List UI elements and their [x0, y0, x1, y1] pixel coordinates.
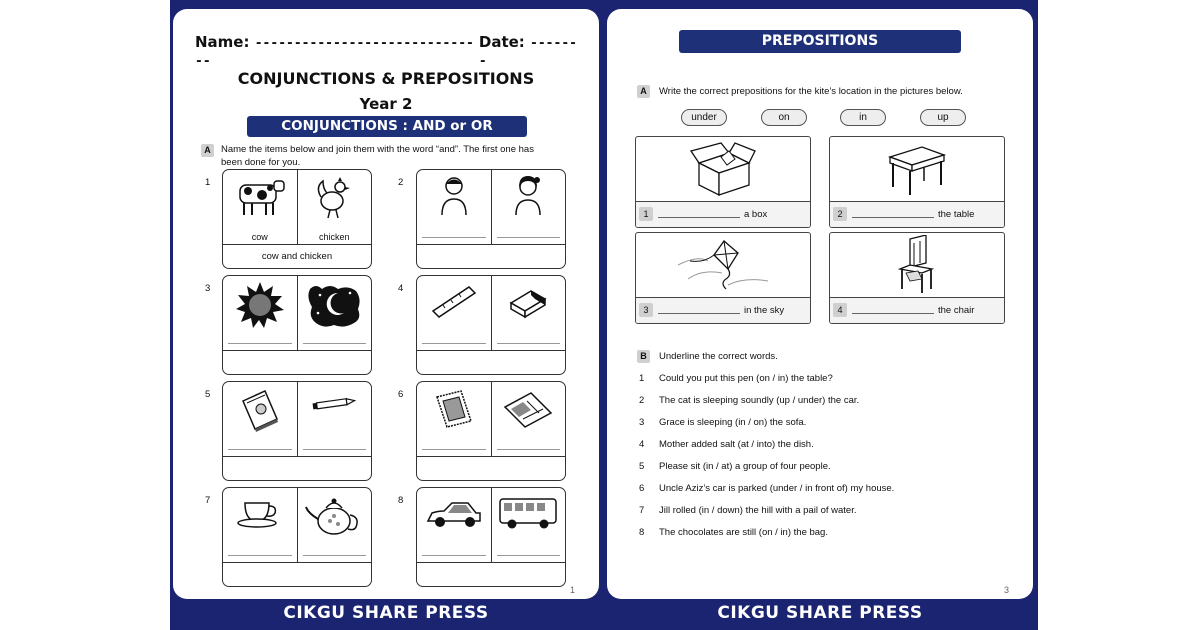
stamp-icon: [431, 387, 477, 433]
footer-brand-left: CIKGU SHARE PRESS: [283, 603, 489, 623]
item-answer: [223, 457, 371, 480]
item-cell-right: [491, 382, 566, 456]
pencil-icon: [309, 387, 359, 417]
sentence-item: [639, 483, 894, 494]
picture-text: the table: [938, 209, 975, 220]
answer-line: [303, 555, 367, 556]
answer-line: [422, 237, 486, 238]
item-cell-right: [491, 170, 566, 244]
page-number: 1: [569, 585, 575, 595]
box-icon: [683, 139, 763, 199]
option-pill-in: in: [840, 109, 886, 126]
sentence-text: Mother added salt (at / into) the dish.: [659, 439, 814, 450]
item-cell-left: [417, 488, 491, 562]
option-pill-up: up: [920, 109, 966, 126]
picture-number: 3: [639, 303, 653, 317]
picture-text: in the sky: [744, 305, 785, 316]
left-page: [173, 9, 599, 599]
sentence-text: Jill rolled (in / down) the hill with a pail of water.: [659, 505, 857, 516]
sentence-text: Could you put this pen (on / in) the table?: [659, 373, 833, 384]
teapot-icon: [304, 493, 364, 539]
kite-picture-4: [829, 232, 1005, 324]
picture-text: a box: [744, 209, 768, 220]
sentence-text: Grace is sleeping (in / on) the sofa.: [659, 417, 807, 428]
teacup-icon: [235, 493, 285, 531]
sentence-item: [639, 505, 856, 516]
item-cell-right: [297, 488, 372, 562]
item-box-5: [222, 381, 372, 481]
answer-line: [228, 343, 292, 344]
sentence-item: [639, 373, 833, 384]
item-cell-left: [417, 382, 491, 456]
answer-line: [228, 449, 292, 450]
item-box-2: [416, 169, 566, 269]
answer-line: [303, 343, 367, 344]
sentence-number: 2: [639, 395, 645, 406]
cow-icon: [232, 175, 288, 219]
newspaper-icon: [501, 387, 555, 433]
kite-picture-3: [635, 232, 811, 324]
sentence-number: 8: [639, 527, 645, 538]
sentence-item: [639, 439, 814, 450]
name-line: ------------------------------: [195, 36, 474, 69]
sentence-number: 6: [639, 483, 645, 494]
item-cell-right: [297, 276, 372, 350]
sentence-item: [639, 527, 828, 538]
answer-blank: [852, 217, 934, 218]
section-a-instruction: [221, 143, 593, 169]
answer-blank: [658, 313, 740, 314]
item-answer: [417, 351, 565, 374]
sentence-item: [639, 417, 806, 428]
sentence-number: 7: [639, 505, 645, 516]
sentence-item: [639, 461, 831, 472]
item-cell-left: [223, 488, 297, 562]
answer-line: [422, 343, 486, 344]
sentence-text: Please sit (in / at) a group of four people.: [659, 461, 831, 472]
item-box-7: [222, 487, 372, 587]
item-box-3: [222, 275, 372, 375]
sentence-number: 1: [639, 373, 645, 384]
answer-line: [497, 555, 561, 556]
item-box-1: [222, 169, 372, 269]
answer-line: [422, 449, 486, 450]
item-cell-right: [297, 382, 372, 456]
table-icon: [882, 139, 952, 199]
item-number: 8: [398, 495, 404, 506]
date-label: Date:: [478, 33, 525, 51]
moon-icon: [306, 281, 362, 327]
kite-picture-1: [635, 136, 811, 228]
conjunctions-banner: CONJUNCTIONS : AND or OR: [247, 116, 527, 137]
sentence-number: 5: [639, 461, 645, 472]
item-cell-left: [417, 170, 491, 244]
name-label: Name:: [195, 33, 250, 51]
item-cell-left: [223, 382, 297, 456]
ruler-icon: [429, 281, 479, 321]
date-line: -------: [478, 36, 577, 69]
picture-number: 2: [833, 207, 847, 221]
item-number: 5: [205, 389, 211, 400]
item-cell-right: [297, 170, 372, 244]
section-b-instruction: Underline the correct words.: [659, 351, 778, 362]
eraser-icon: [505, 281, 551, 321]
option-pill-under: under: [681, 109, 727, 126]
item-cell-right: [491, 488, 566, 562]
item-box-8: [416, 487, 566, 587]
item-box-4: [416, 275, 566, 375]
sentence-text: The cat is sleeping soundly (up / under) the car.: [659, 395, 860, 406]
section-b-letter: B: [637, 350, 650, 363]
worksheet-title: CONJUNCTIONS & PREPOSITIONS: [237, 69, 535, 88]
sentence-number: 4: [639, 439, 645, 450]
item-label: cow: [251, 232, 268, 242]
item-number: 2: [398, 177, 404, 188]
item-number: 4: [398, 283, 404, 294]
item-answer: [223, 563, 371, 586]
page-number: 3: [1003, 585, 1009, 595]
item-cell-right: [491, 276, 566, 350]
item-answer: [223, 351, 371, 374]
sentence-number: 3: [639, 417, 645, 428]
picture-number: 4: [833, 303, 847, 317]
answer-line: [303, 449, 367, 450]
sentence-text: The chocolates are still (on / in) the bag.: [659, 527, 828, 538]
instruction-line-1: Name the items below and join them with the word “and”. The first one has: [221, 144, 534, 155]
item-number: 3: [205, 283, 211, 294]
sun-icon: [235, 281, 285, 329]
item-answer: [417, 245, 565, 268]
picture-number: 1: [639, 207, 653, 221]
chicken-icon: [314, 175, 354, 221]
name-date-row: [195, 33, 581, 69]
boy-icon: [439, 175, 469, 217]
section-a-letter: A: [637, 85, 650, 98]
item-label: chicken: [318, 232, 350, 242]
section-a-instruction: Write the correct prepositions for the kite’s location in the pictures below.: [659, 86, 963, 97]
item-answer: [417, 563, 565, 586]
item-number: 7: [205, 495, 211, 506]
car-icon: [424, 493, 484, 533]
girl-icon: [513, 175, 543, 217]
item-answer: cow and chicken: [261, 251, 333, 262]
answer-line: [228, 555, 292, 556]
chair-icon: [892, 235, 942, 295]
book-icon: [237, 387, 283, 433]
item-cell-left: [223, 170, 297, 244]
right-page: [607, 9, 1033, 599]
sentence-text: Uncle Aziz’s car is parked (under / in front of) my house.: [659, 483, 895, 494]
option-pill-on: on: [761, 109, 807, 126]
answer-blank: [852, 313, 934, 314]
sentence-item: [639, 395, 859, 406]
bus-icon: [496, 493, 560, 533]
item-number: 6: [398, 389, 404, 400]
picture-text: the chair: [938, 305, 975, 316]
item-number: 1: [205, 177, 211, 188]
item-cell-left: [223, 276, 297, 350]
item-answer: [417, 457, 565, 480]
answer-line: [497, 343, 561, 344]
section-a-letter: A: [201, 144, 214, 157]
prepositions-banner: PREPOSITIONS: [679, 30, 961, 53]
answer-blank: [658, 217, 740, 218]
answer-line: [497, 449, 561, 450]
worksheet-year: Year 2: [359, 95, 413, 113]
answer-line: [422, 555, 486, 556]
kite-icon: [668, 235, 778, 295]
item-box-6: [416, 381, 566, 481]
answer-line: [497, 237, 561, 238]
footer-brand-right: CIKGU SHARE PRESS: [717, 603, 923, 623]
kite-picture-2: [829, 136, 1005, 228]
item-cell-left: [417, 276, 491, 350]
instruction-line-2: been done for you.: [221, 157, 301, 168]
